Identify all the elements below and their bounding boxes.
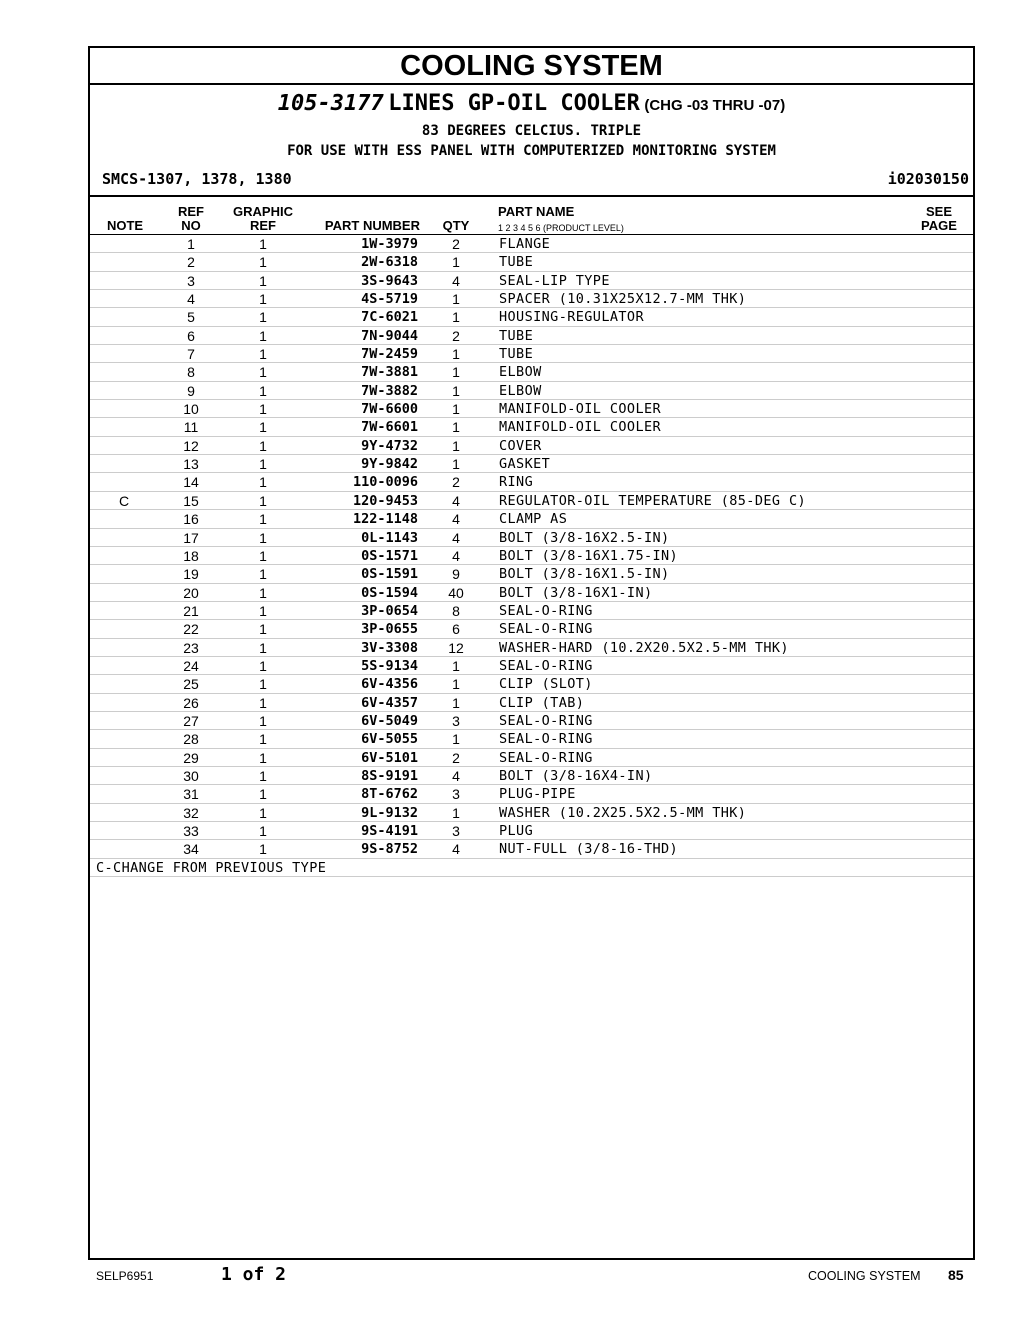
column-headers [90,197,973,235]
row-part-name: MANIFOLD-OIL COOLER [499,401,662,418]
row-part-name: ELBOW [499,364,542,381]
page-of-indicator: 1 of 2 [221,1264,287,1285]
row-ref-no: 15 [183,492,199,509]
row-qty: 4 [452,841,460,858]
row-qty: 3 [452,786,460,803]
row-graphic-ref: 1 [259,236,267,252]
table-row [90,657,973,675]
col-ref-no-bottom: NO [181,218,201,233]
table-row [90,804,973,822]
table-row [90,363,973,381]
row-ref-no: 4 [187,291,195,308]
row-graphic-ref: 1 [259,841,267,858]
row-part-number: 6V-5101 [361,749,418,766]
row-part-name: REGULATOR-OIL TEMPERATURE (85-DEG C) [499,492,806,509]
table-row [90,455,973,473]
row-part-number: 6V-4357 [361,694,418,711]
row-graphic-ref: 1 [259,712,267,729]
page-number: 85 [948,1267,964,1283]
row-ref-no: 33 [183,823,199,839]
row-graphic-ref: 1 [259,694,267,711]
col-ref-no-top: REF [178,204,204,219]
row-graphic-ref: 1 [259,419,267,436]
row-part-number: 7W-3881 [361,364,418,381]
row-qty: 1 [452,694,460,711]
row-qty: 4 [452,767,460,784]
row-graphic-ref: 1 [259,511,267,528]
table-row [90,785,973,803]
row-graphic-ref: 1 [259,621,267,638]
row-qty: 1 [452,291,460,308]
row-part-name: WASHER (10.2X25.5X2.5-MM THK) [499,804,747,821]
table-row [90,767,973,785]
row-part-number: 110-0096 [352,474,418,491]
table-row [90,492,973,510]
row-ref-no: 2 [187,254,195,271]
row-part-number: 6V-5055 [361,731,418,748]
row-part-number: 0S-1571 [361,547,418,564]
group-name: LINES GP-OIL COOLER [388,91,640,116]
table-row [90,749,973,767]
row-ref-no: 27 [183,712,199,729]
table-row [90,382,973,400]
row-graphic-ref: 1 [259,291,267,308]
row-qty: 2 [452,749,460,766]
row-qty: 8 [452,602,460,619]
row-graphic-ref: 1 [259,309,267,326]
row-ref-no: 24 [183,657,199,674]
row-graphic-ref: 1 [259,823,267,839]
row-qty: 2 [452,327,460,344]
row-qty: 1 [452,309,460,326]
row-part-number: 1W-3979 [361,236,418,252]
table-row [90,272,973,290]
row-part-name: TUBE [499,346,534,363]
row-qty: 1 [452,254,460,271]
col-graphic-top: GRAPHIC [233,204,293,219]
row-ref-no: 28 [183,731,199,748]
row-part-number: 120-9453 [352,492,418,509]
row-ref-no: 30 [183,767,199,784]
row-part-number: 9S-4191 [361,823,418,839]
parts-page-frame [88,46,975,1260]
row-part-number: 3P-0654 [361,602,418,619]
smcs-codes: SMCS-1307, 1378, 1380 [102,170,292,188]
row-qty: 1 [452,456,460,473]
group-subtitle-2: FOR USE WITH ESS PANEL WITH COMPUTERIZED MONITORING SYSTEM [287,143,776,159]
row-graphic-ref: 1 [259,639,267,656]
group-subtitle-1: 83 DEGREES CELCIUS. TRIPLE [421,123,642,139]
table-row [90,840,973,858]
row-part-number: 8S-9191 [361,767,418,784]
row-part-number: 0S-1594 [361,584,418,601]
row-ref-no: 5 [187,309,195,326]
row-part-name: CLIP (TAB) [499,694,585,711]
col-part-number: PART NUMBER [324,218,420,233]
row-ref-no: 23 [183,639,199,656]
row-graphic-ref: 1 [259,547,267,564]
group-change-range: (CHG -03 THRU -07) [644,97,786,114]
table-row [90,712,973,730]
row-ref-no: 21 [183,602,199,619]
row-qty: 4 [452,529,460,546]
row-ref-no: 12 [183,437,199,454]
row-qty: 3 [452,823,460,839]
row-ref-no: 25 [183,676,199,693]
row-qty: 4 [452,547,460,564]
row-part-number: 7W-2459 [361,346,418,363]
row-graphic-ref: 1 [259,676,267,693]
row-part-name: WASHER-HARD (10.2X20.5X2.5-MM THK) [499,639,789,656]
row-graphic-ref: 1 [259,749,267,766]
row-part-name: SEAL-O-RING [499,657,593,674]
row-part-name: FLANGE [499,236,551,252]
row-ref-no: 1 [187,236,195,252]
col-product-levels: 1 2 3 4 5 6 (PRODUCT LEVEL) [498,223,624,233]
table-row [90,602,973,620]
row-ref-no: 32 [183,804,199,821]
row-graphic-ref: 1 [259,602,267,619]
table-row [90,253,973,271]
row-part-number: 6V-4356 [361,676,418,693]
table-row [90,290,973,308]
row-qty: 1 [452,419,460,436]
row-part-name: RING [499,474,534,491]
row-part-number: 9L-9132 [361,804,418,821]
row-ref-no: 14 [183,474,199,491]
row-graphic-ref: 1 [259,657,267,674]
footer-section-name: COOLING SYSTEM [808,1269,921,1283]
col-graphic-ref [226,205,300,233]
row-graphic-ref: 1 [259,474,267,491]
row-qty: 1 [452,657,460,674]
row-part-number: 3P-0655 [361,621,418,638]
row-graphic-ref: 1 [259,492,267,509]
row-ref-no: 13 [183,456,199,473]
row-part-name: SEAL-O-RING [499,621,593,638]
row-ref-no: 7 [187,346,195,363]
row-graphic-ref: 1 [259,786,267,803]
row-ref-no: 9 [187,382,195,399]
row-part-name: COVER [499,437,542,454]
row-qty: 1 [452,804,460,821]
row-part-number: 7W-3882 [361,382,418,399]
row-part-number: 122-1148 [352,511,418,528]
row-part-name: SEAL-O-RING [499,602,593,619]
row-ref-no: 3 [187,272,195,289]
group-number: 105-3177 [277,91,384,116]
row-graphic-ref: 1 [259,804,267,821]
row-ref-no: 26 [183,694,199,711]
row-ref-no: 22 [183,621,199,638]
row-part-name: PLUG [499,823,534,839]
table-row [90,327,973,345]
table-row [90,345,973,363]
table-row [90,235,973,253]
row-ref-no: 31 [183,786,199,803]
row-qty: 1 [452,676,460,693]
section-title: COOLING SYSTEM [90,48,973,85]
table-row [90,418,973,436]
table-row [90,675,973,693]
row-part-name: TUBE [499,254,534,271]
row-ref-no: 17 [183,529,199,546]
row-graphic-ref: 1 [259,456,267,473]
row-part-number: 9S-8752 [361,841,418,858]
row-part-number: 7W-6600 [361,401,418,418]
row-graphic-ref: 1 [259,401,267,418]
row-qty: 12 [448,639,464,656]
row-part-number: 2W-6318 [361,254,418,271]
row-graphic-ref: 1 [259,566,267,583]
table-row [90,620,973,638]
row-part-name: TUBE [499,327,534,344]
table-row [90,529,973,547]
row-qty: 3 [452,712,460,729]
row-part-number: 3S-9643 [361,272,418,289]
row-graphic-ref: 1 [259,327,267,344]
table-row [90,694,973,712]
row-note: C [118,492,130,509]
row-part-name: CLAMP AS [499,511,568,528]
row-ref-no: 18 [183,547,199,564]
row-part-name: BOLT (3/8-16X4-IN) [499,767,653,784]
row-part-number: 6V-5049 [361,712,418,729]
row-qty: 1 [452,382,460,399]
row-part-name: SPACER (10.31X25X12.7-MM THK) [499,291,747,308]
row-qty: 9 [452,566,460,583]
row-qty: 2 [452,236,460,252]
table-row [90,437,973,455]
table-row [90,639,973,657]
row-part-number: 3V-3308 [361,639,418,656]
row-part-number: 0S-1591 [361,566,418,583]
table-row [90,584,973,602]
row-part-name: SEAL-O-RING [499,749,593,766]
row-part-number: 9Y-4732 [361,437,418,454]
group-header [90,85,973,197]
row-part-name: HOUSING-REGULATOR [499,309,644,326]
table-row [90,565,973,583]
table-row [90,308,973,326]
row-part-number: 8T-6762 [361,786,418,803]
row-part-name: PLUG-PIPE [499,786,576,803]
row-part-name: NUT-FULL (3/8-16-THD) [499,841,679,858]
row-qty: 1 [452,364,460,381]
row-ref-no: 8 [187,364,195,381]
row-qty: 6 [452,621,460,638]
row-part-name: BOLT (3/8-16X2.5-IN) [499,529,670,546]
row-part-number: 5S-9134 [361,657,418,674]
col-see-page [914,205,964,233]
col-graphic-bottom: REF [250,218,276,233]
row-graphic-ref: 1 [259,731,267,748]
row-ref-no: 29 [183,749,199,766]
row-part-name: CLIP (SLOT) [499,676,593,693]
row-graphic-ref: 1 [259,382,267,399]
table-row [90,822,973,840]
table-row [90,400,973,418]
row-qty: 40 [448,584,464,601]
col-see-top: SEE [925,204,952,219]
group-title-line [90,91,973,116]
row-qty: 1 [452,437,460,454]
row-graphic-ref: 1 [259,346,267,363]
illustration-id: i02030150 [887,170,969,188]
row-graphic-ref: 1 [259,437,267,454]
row-part-name: SEAL-O-RING [499,712,593,729]
row-ref-no: 11 [183,419,199,436]
row-ref-no: 19 [183,566,199,583]
col-qty: QTY [442,218,470,233]
row-graphic-ref: 1 [259,529,267,546]
row-part-number: 4S-5719 [361,291,418,308]
row-ref-no: 20 [183,584,199,601]
change-footnote: C-CHANGE FROM PREVIOUS TYPE [90,859,973,877]
col-see-bottom: PAGE [921,218,957,233]
col-note: NOTE [106,218,144,233]
row-graphic-ref: 1 [259,254,267,271]
row-part-number: 9Y-9842 [361,456,418,473]
row-qty: 4 [452,511,460,528]
row-graphic-ref: 1 [259,364,267,381]
row-ref-no: 6 [187,327,195,344]
row-qty: 1 [452,401,460,418]
row-part-name: BOLT (3/8-16X1.75-IN) [499,547,679,564]
row-part-name: GASKET [499,456,551,473]
row-qty: 1 [452,346,460,363]
row-part-name: SEAL-O-RING [499,731,593,748]
row-ref-no: 10 [183,401,199,418]
row-part-name: SEAL-LIP TYPE [499,272,610,289]
table-row [90,730,973,748]
row-part-name: ELBOW [499,382,542,399]
document-id: SELP6951 [96,1269,154,1283]
row-graphic-ref: 1 [259,767,267,784]
row-part-number: 7C-6021 [361,309,418,326]
row-qty: 1 [452,731,460,748]
row-qty: 4 [452,492,460,509]
row-part-name: MANIFOLD-OIL COOLER [499,419,662,436]
row-part-number: 0L-1143 [361,529,418,546]
col-ref-no [170,205,212,233]
row-ref-no: 16 [183,511,199,528]
table-row [90,473,973,491]
parts-table-body [90,235,973,859]
row-graphic-ref: 1 [259,272,267,289]
col-part-name: PART NAME [498,204,575,219]
row-part-number: 7N-9044 [361,327,418,344]
table-row [90,510,973,528]
row-part-name: BOLT (3/8-16X1.5-IN) [499,566,670,583]
row-qty: 2 [452,474,460,491]
row-part-number: 7W-6601 [361,419,418,436]
row-ref-no: 34 [183,841,199,858]
row-qty: 4 [452,272,460,289]
table-row [90,547,973,565]
row-graphic-ref: 1 [259,584,267,601]
row-part-name: BOLT (3/8-16X1-IN) [499,584,653,601]
